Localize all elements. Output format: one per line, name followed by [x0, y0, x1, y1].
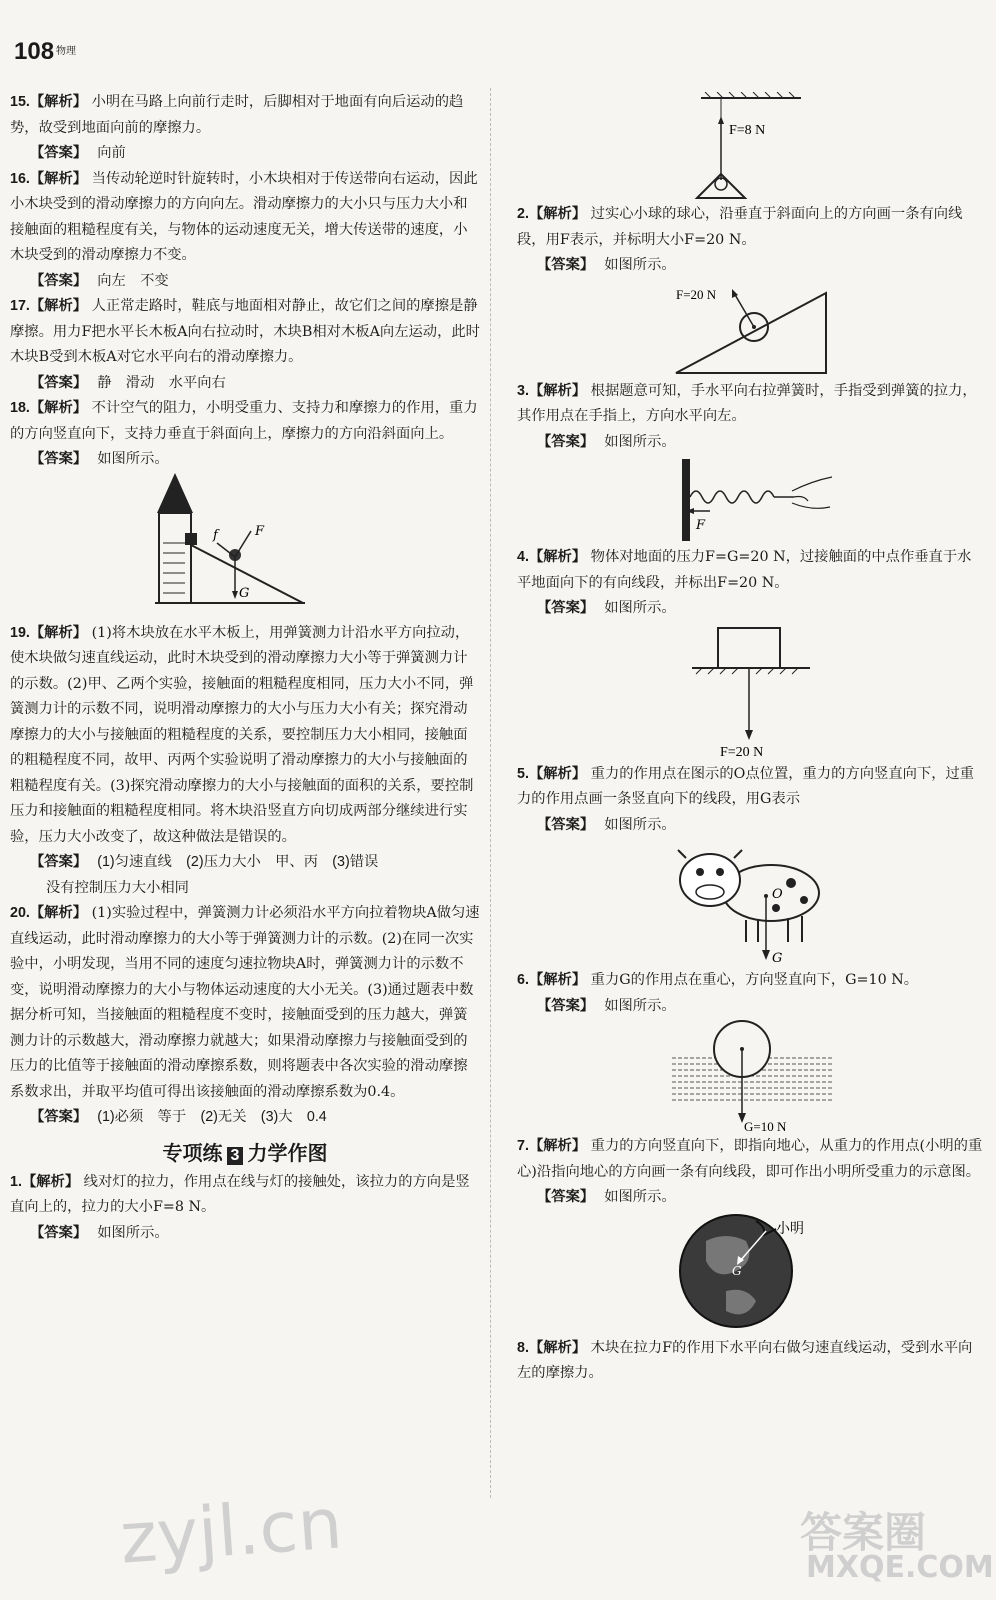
question-19	[10, 621, 480, 902]
analysis-text: 人正常走路时，鞋底与地面相对静止，故它们之间的摩擦是静摩擦。用力F把水平长木板A向右拉动时，木块B相对木板A向左运动，此时木块B受到木板A对它水平向右的滑动摩擦力。	[10, 298, 480, 365]
slide-force-diagram	[155, 473, 335, 613]
answer-tag: 【答案】	[30, 374, 88, 391]
question-3	[517, 379, 985, 546]
answer-text: 如图所示。	[97, 451, 169, 467]
label-F8: F=8 N	[729, 123, 766, 138]
analysis-tag: 【解析】	[528, 1339, 587, 1356]
column-divider	[490, 88, 491, 1498]
analysis-text: 小明在马路上向前行走时，后脚相对于地面有向后运动的趋势，故受到地面向前的摩擦力。	[10, 94, 464, 136]
question-6	[517, 968, 985, 1134]
globe-gravity-diagram	[666, 1211, 836, 1336]
analysis-text: 不计空气的阻力，小明受重力、支持力和摩擦力的作用，重力的方向竖直向下，支持力垂直于斜面向上，摩擦力的方向沿斜面向上。	[10, 400, 478, 442]
label-G: G	[239, 585, 250, 601]
analysis-text: 线对灯的拉力，作用点在线与灯的接触处，该拉力的方向是竖直向上的，拉力的大小F=8 N。	[10, 1173, 470, 1215]
q-number: 8.	[517, 1339, 529, 1356]
lamp-force-diagram	[691, 92, 811, 202]
block-pressure-diagram	[686, 622, 816, 762]
answer-text: 向前	[97, 145, 126, 161]
q-number: 5.	[517, 765, 529, 782]
label-F20: F=20 N	[720, 744, 764, 760]
analysis-tag: 【解析】	[29, 94, 88, 110]
label-G10: G=10 N	[744, 1119, 787, 1134]
answer-text: (1)匀速直线 (2)压力大小 甲、丙 (3)错误	[97, 854, 379, 870]
answer-tag: 【答案】	[30, 854, 88, 870]
label-G: G	[732, 1263, 742, 1278]
analysis-tag: 【解析】	[528, 765, 587, 782]
analysis-tag: 【解析】	[528, 972, 587, 988]
q-number: 16.	[10, 170, 30, 187]
question-7	[517, 1134, 985, 1336]
answer-tag: 【答案】	[30, 1224, 88, 1241]
answer-text: 静 滑动 水平向右	[97, 374, 226, 391]
question-16	[10, 167, 480, 295]
cow-gravity-diagram	[676, 838, 826, 968]
q-number: 3.	[517, 382, 529, 399]
q-number: 15.	[10, 94, 30, 110]
answer-text: 如图所示。	[604, 1189, 676, 1205]
analysis-tag: 【解析】	[528, 206, 587, 222]
ball-slope-diagram	[666, 279, 836, 379]
question-2	[517, 202, 985, 379]
analysis-text: 重力的作用点在图示的O点位置，重力的方向竖直向下，过重力的作用点画一条竖直向下的线段，用G表示	[517, 765, 975, 807]
q-number: 7.	[517, 1138, 529, 1154]
watermark-daanquan: 答案圈	[800, 1508, 927, 1557]
analysis-tag: 【解析】	[29, 298, 88, 314]
answer-text-continued: 没有控制压力大小相同	[46, 879, 189, 896]
answer-tag: 【答案】	[30, 451, 88, 467]
label-G: G	[772, 951, 783, 966]
answer-text: 如图所示。	[604, 257, 676, 273]
question-8	[517, 1336, 985, 1387]
spring-hand-diagram	[666, 455, 836, 545]
analysis-text: 当传动轮逆时针旋转时，小木块相对于传送带向右运动，因此小木块受到的滑动摩擦力的方向向左。滑动摩擦力的大小只与压力大小和接触面的粗糙程度有关，与物体的运动速度无关，增大传送带的速度，小木块受到的滑动摩擦力不变。	[10, 170, 478, 263]
question-20	[10, 901, 480, 1131]
right-column	[517, 92, 985, 1387]
analysis-tag: 【解析】	[29, 624, 88, 641]
analysis-text: 物体对地面的压力F=G=20 N，过接触面的中点作垂直于水平地面向下的有向线段，并标出F=20 N。	[517, 549, 972, 591]
analysis-tag: 【解析】	[528, 549, 587, 565]
label-F20: F=20 N	[676, 286, 717, 302]
answer-text: 如图所示。	[604, 997, 676, 1014]
answer-tag: 【答案】	[537, 433, 595, 450]
analysis-text: 重力的方向竖直向下，即指向地心，从重力的作用点(小明的重心)沿指向地心的方向画一条有向线段，即可作出小明所受重力的示意图。	[517, 1138, 983, 1180]
analysis-tag: 【解析】	[29, 170, 88, 187]
answer-tag: 【答案】	[537, 600, 595, 616]
q-number: 2.	[517, 206, 529, 222]
section-title: 力学作图	[247, 1142, 328, 1165]
q-number: 17.	[10, 298, 30, 314]
section-number: 3	[227, 1147, 244, 1165]
answer-tag: 【答案】	[537, 997, 595, 1014]
question-15	[10, 90, 480, 167]
q-number: 6.	[517, 972, 529, 988]
answer-text: 如图所示。	[97, 1224, 169, 1241]
answer-tag: 【答案】	[537, 816, 595, 833]
analysis-text: 重力G的作用点在重心，方向竖直向下，G=10 N。	[590, 972, 919, 988]
q-number: 1.	[10, 1173, 22, 1190]
answer-tag: 【答案】	[30, 145, 88, 161]
floating-ball-diagram	[666, 1019, 836, 1134]
page-number: 108	[14, 38, 55, 65]
question-4	[517, 545, 985, 762]
analysis-text: 过实心小球的球心，沿垂直于斜面向上的方向画一条有向线段，用F表示，并标明大小F=20 N。	[517, 206, 963, 248]
analysis-text: (1)将木块放在水平木板上，用弹簧测力计沿水平方向拉动，使木块做匀速直线运动，此时木块受到的滑动摩擦力大小等于弹簧测力计的示数。(2)甲、乙两个实验，接触面的粗糙程度相同，压力大小不同，弹簧测力计的示数不同，说明滑动摩擦力的大小与压力大小有关；探究滑动摩擦力的大小与接触面的粗糙程度的关系，要控制压力大小相同，接触面的粗糙程度不同，故甲、丙两个实验说明了滑动摩擦力的大小与接触面的粗糙程度有关。(3)探究滑动摩擦力的大小与接触面的面积的关系，要控制压力和接触面的粗糙程度相同。将木块沿竖直方向切成两部分继续进行实验，压力大小改变了，故这种做法是错误的。	[10, 624, 474, 845]
analysis-text: 木块在拉力F的作用下水平向右做匀速直线运动，受到水平向左的摩擦力。	[517, 1339, 973, 1381]
answer-tag: 【答案】	[537, 1189, 595, 1205]
question-1	[10, 1170, 480, 1247]
section-prefix: 专项练	[162, 1142, 223, 1165]
label-f: f	[213, 527, 218, 543]
question-18	[10, 396, 480, 613]
section-heading	[10, 1137, 480, 1166]
answer-text: 向左 不变	[97, 272, 169, 289]
label-F: F	[696, 518, 706, 533]
q-number: 4.	[517, 549, 529, 565]
page-subject-mark: 物理	[56, 46, 76, 57]
answer-tag: 【答案】	[537, 257, 595, 273]
answer-tag: 【答案】	[30, 1109, 88, 1125]
watermark-zyjl: zyjl.cn	[117, 1482, 345, 1580]
analysis-text: (1)实验过程中，弹簧测力计必须沿水平方向拉着物块A做匀速直线运动，此时滑动摩擦力的大小等于弹簧测力计的示数。(2)在同一次实验中，小明发现，当用不同的速度匀速拉物块A时，弹簧测力计的示数不变，说明滑动摩擦力的大小与物体运动速度的大小无关。(3)通过题表中数据分析可知，当接触面的粗糙程度不变时，接触面受到的压力越大，弹簧测力计的示数越大，滑动摩擦力就越大；如果滑动摩擦力与接触面受到的压力的比值等于接触面的滑动摩擦系数，则将题表中各次实验的滑动摩擦系数求出，并取平均值可得出该接触面的滑动摩擦系数为0.4。	[10, 905, 480, 1100]
analysis-text: 根据题意可知，手水平向右拉弹簧时，手指受到弹簧的拉力，其作用点在手指上，方向水平向左。	[517, 382, 977, 424]
answer-text: 如图所示。	[604, 816, 676, 833]
answer-text: 如图所示。	[604, 433, 676, 450]
watermark-mxqe: MXQE.COM	[806, 1550, 994, 1585]
answer-tag: 【答案】	[30, 272, 88, 289]
analysis-tag: 【解析】	[29, 400, 88, 416]
analysis-tag: 【解析】	[528, 382, 587, 399]
label-F: F	[255, 523, 265, 539]
label-O: O	[772, 887, 783, 902]
analysis-tag: 【解析】	[528, 1138, 587, 1154]
label-xiaoming: 小明	[776, 1220, 804, 1237]
question-5	[517, 762, 985, 969]
left-column	[10, 90, 480, 1246]
analysis-tag: 【解析】	[21, 1173, 80, 1190]
analysis-tag: 【解析】	[29, 905, 88, 921]
q-number: 19.	[10, 624, 30, 641]
q-number: 18.	[10, 400, 30, 416]
q-number: 20.	[10, 905, 30, 921]
answer-text: 如图所示。	[604, 600, 676, 616]
question-17	[10, 294, 480, 396]
answer-text: (1)必须 等于 (2)无关 (3)大 0.4	[97, 1109, 327, 1125]
